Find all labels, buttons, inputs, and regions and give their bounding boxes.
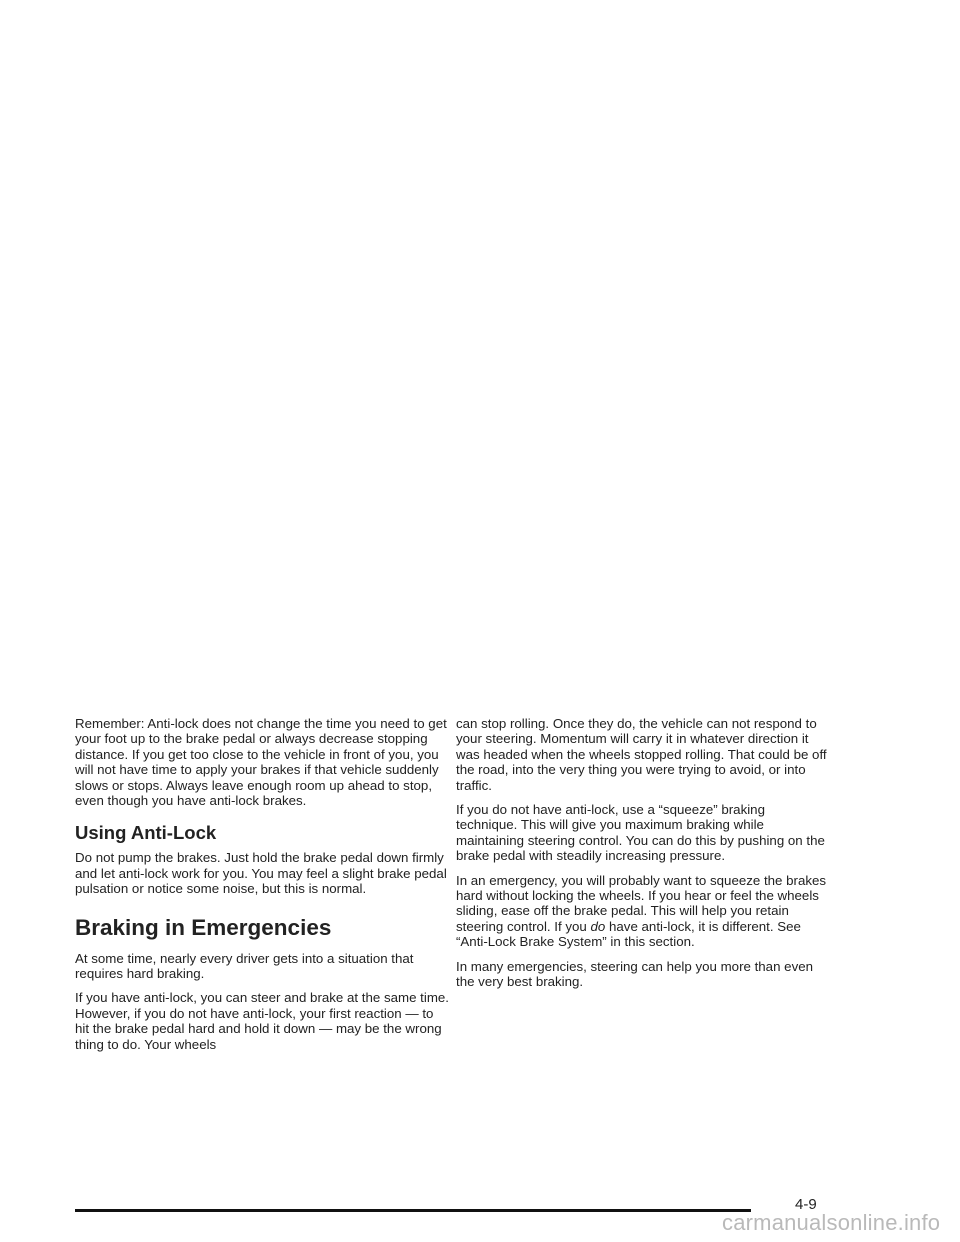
emergency-squeeze-paragraph (456, 873, 830, 950)
hard-braking-paragraph: At some time, nearly every driver gets into a situation that requires hard braking. (75, 950, 414, 982)
page-number: 4-9 (795, 1196, 817, 1213)
squeeze-braking-paragraph: If you do not have anti-lock, use a “squeeze” braking technique. This will give you maximum braking while maintaining steering control. You can do this by pushing on the brake pedal with steadily increasing pressure. (456, 802, 825, 864)
right-column (456, 716, 830, 999)
section-heading-using-anti-lock: Using Anti-Lock (75, 822, 217, 844)
remember-paragraph: Remember: Anti-lock does not change the time you need to get your foot up to the brake pedal or always decrease stopping distance. If you get too close to the vehicle in front of you, you will not have time to apply your brakes if that vehicle suddenly slows or stops. Always leave enough room up ahead to stop, even though you have anti-lock brakes. (75, 716, 447, 809)
pump-brakes-paragraph: Do not pump the brakes. Just hold the brake pedal down firmly and let anti-lock work for you. You may feel a slight brake pedal pulsation or notice some noise, but this is normal. (75, 850, 447, 897)
footer-rule (75, 1209, 751, 1212)
emergency-text-start: In an emergency, you will probably want to squeeze the brakes hard without locking the wheels. If you hear or feel the wheels sliding, ease off the brake pedal. This will help you retain steering control. If you (456, 872, 827, 934)
emergency-text-end: have anti-lock, it is different. See “Anti-Lock Brake System” in this section. (456, 918, 801, 950)
section-heading-braking-in-emergencies: Braking in Emergencies (75, 914, 332, 940)
emphasis-do: do (590, 918, 606, 934)
wheels-stop-rolling-paragraph: can stop rolling. Once they do, the vehicle can not respond to your steering. Momentum will carry it in whatever direction it was headed when the wheels stopped rolling. That could be off the road, into the very thing you were trying to avoid, or into traffic. (456, 716, 827, 793)
watermark-text: carmanualsonline.info (722, 1210, 941, 1235)
left-column (75, 716, 449, 1061)
steer-and-brake-paragraph: If you have anti-lock, you can steer and brake at the same time. However, if you do not have anti-lock, your first reaction — to hit the brake pedal hard and hold it down — may be the wrong thing to do. Your wheels (75, 990, 449, 1052)
steering-help-paragraph: In many emergencies, steering can help you more than even the very best braking. (456, 958, 814, 990)
